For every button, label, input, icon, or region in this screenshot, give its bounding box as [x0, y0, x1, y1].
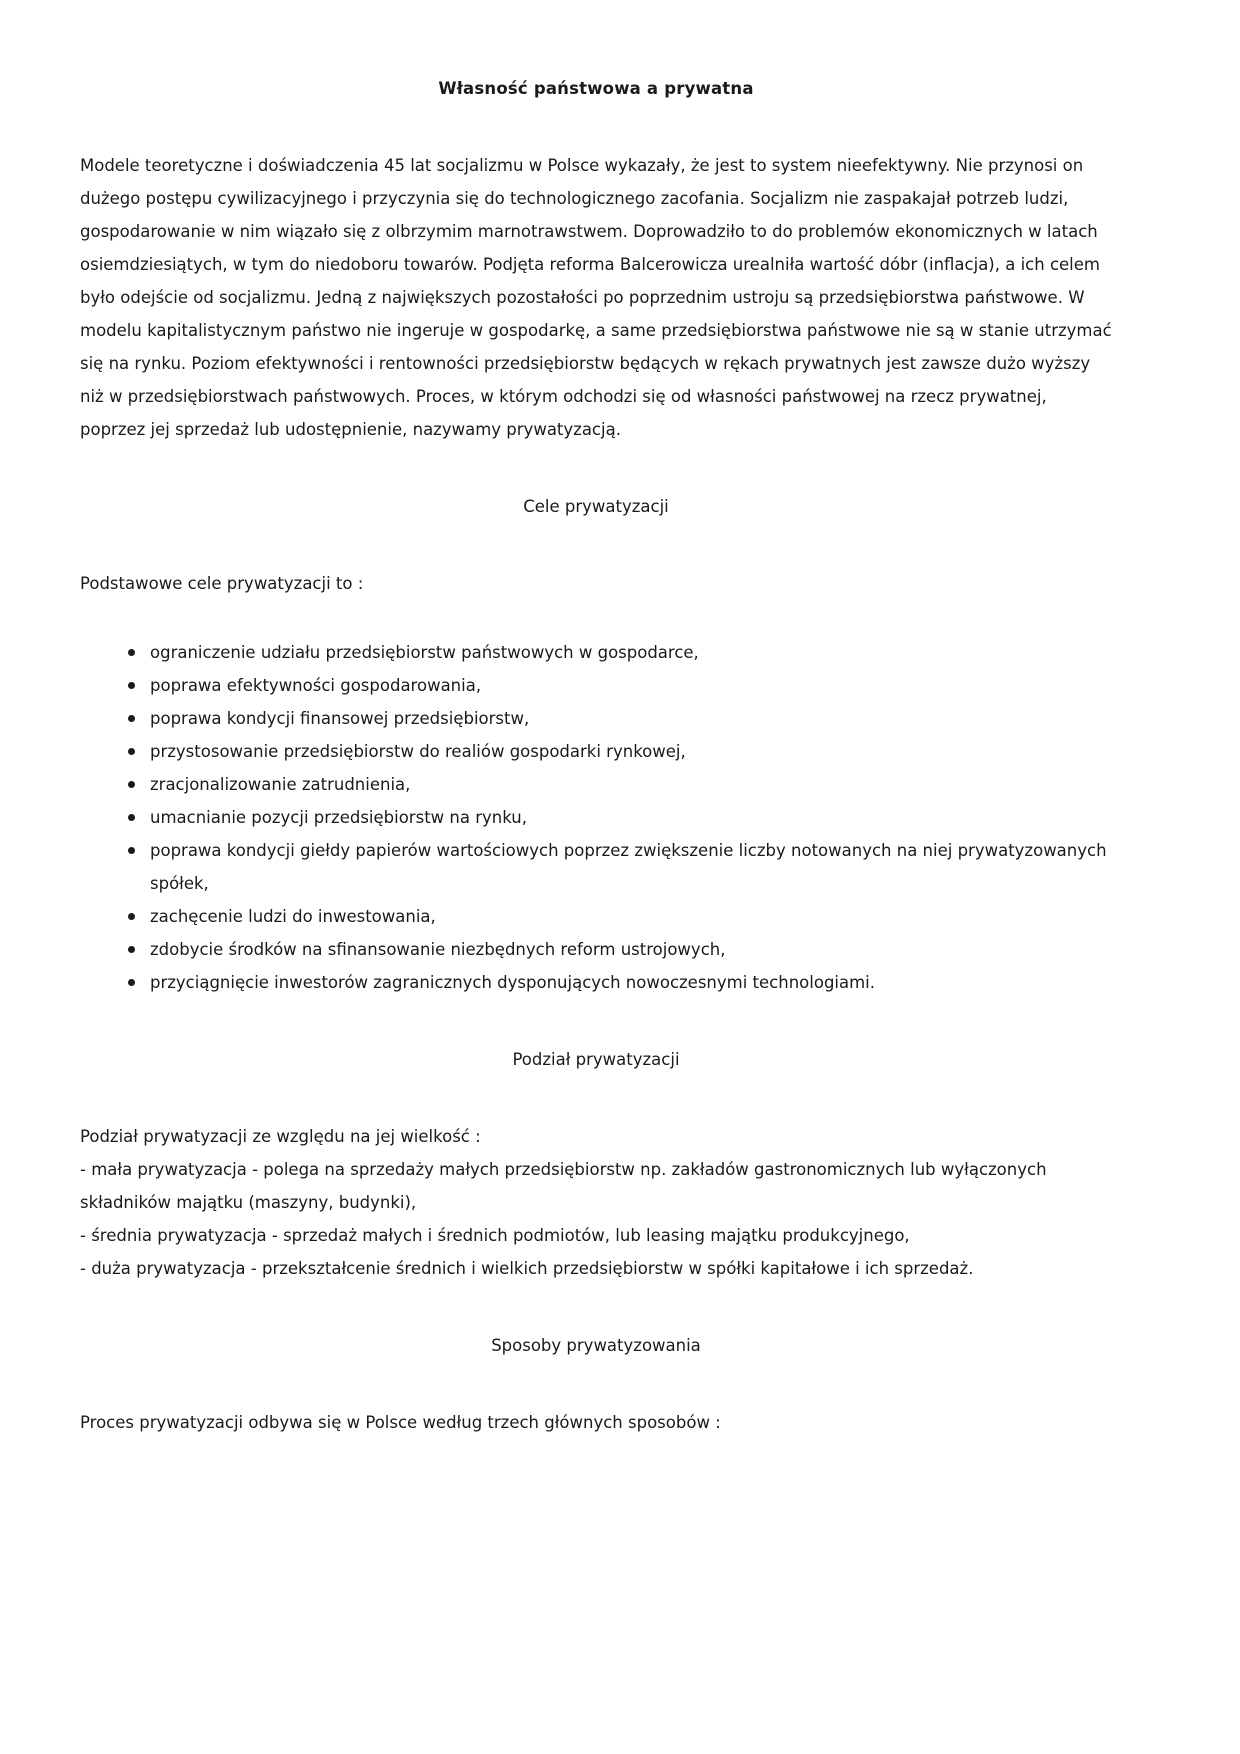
- document-title: Własność państwowa a prywatna: [438, 79, 754, 98]
- section-heading-sposoby: Sposoby prywatyzowania: [491, 1336, 701, 1355]
- podzial-line: - średnia prywatyzacja - sprzedaż małych i średnich podmiotów, lub leasing majątku produkcyjnego,: [80, 1226, 910, 1245]
- section-heading-podzial: Podział prywatyzacji: [512, 1050, 680, 1069]
- list-item: przyciągnięcie inwestorów zagranicznych dysponujących nowoczesnymi technologiami.: [128, 966, 1112, 999]
- list-item: przystosowanie przedsiębiorstw do realiów gospodarki rynkowej,: [128, 735, 1112, 768]
- list-item: poprawa efektywności gospodarowania,: [128, 669, 1112, 702]
- list-item: poprawa kondycji giełdy papierów wartościowych poprzez zwiększenie liczby notowanych na niej prywatyzowanych spółek,: [128, 834, 1112, 900]
- list-item: ograniczenie udziału przedsiębiorstw państwowych w gospodarce,: [128, 636, 1112, 669]
- list-item: zracjonalizowanie zatrudnienia,: [128, 768, 1112, 801]
- podzial-line: Podział prywatyzacji ze względu na jej wielkość :: [80, 1127, 481, 1146]
- cele-bullet-list: [80, 636, 1112, 999]
- intro-paragraph: Modele teoretyczne i doświadczenia 45 lat socjalizmu w Polsce wykazały, że jest to system nieefektywny. Nie przynosi on dużego postępu cywilizacyjnego i przyczynia się do technologicznego zacofania. Socjalizm nie zaspakajał potrzeb ludzi, gospodarowanie w nim wiązało się z olbrzymim marnotrawstwem. Doprowadziło to do problemów ekonomicznych w latach osiemdziesiątych, w tym do niedoboru towarów. Podjęta reforma Balcerowicza urealniła wartość dóbr (inflacja), a ich celem było odejście od socjalizmu. Jedną z największych pozostałości po poprzednim ustroju są przedsiębiorstwa państwowe. W modelu kapitalistycznym państwo nie ingeruje w gospodarkę, a same przedsiębiorstwa państwowe nie są w stanie utrzymać się na rynku. Poziom efektywności i rentowności przedsiębiorstw będących w rękach prywatnych jest zawsze dużo wyższy niż w przedsiębiorstwach państwowych. Proces, w którym odchodzi się od własności państwowej na rzecz prywatnej, poprzez jej sprzedaż lub udostępnienie, nazywamy prywatyzacją.: [80, 156, 1112, 439]
- list-item: poprawa kondycji finansowej przedsiębiorstw,: [128, 702, 1112, 735]
- cele-lead-text: Podstawowe cele prywatyzacji to :: [80, 574, 364, 593]
- list-item: umacnianie pozycji przedsiębiorstw na rynku,: [128, 801, 1112, 834]
- podzial-line: - mała prywatyzacja - polega na sprzedaży małych przedsiębiorstw np. zakładów gastronomicznych lub wyłączonych składników majątku (maszyny, budynki),: [80, 1160, 1047, 1212]
- list-item: zdobycie środków na sfinansowanie niezbędnych reform ustrojowych,: [128, 933, 1112, 966]
- section-heading-cele: Cele prywatyzacji: [523, 497, 669, 516]
- podzial-line: - duża prywatyzacja - przekształcenie średnich i wielkich przedsiębiorstw w spółki kapitałowe i ich sprzedaż.: [80, 1259, 974, 1278]
- sposoby-lead-text: Proces prywatyzacji odbywa się w Polsce według trzech głównych sposobów :: [80, 1413, 721, 1432]
- podzial-paragraph: [80, 1120, 1112, 1285]
- list-item: zachęcenie ludzi do inwestowania,: [128, 900, 1112, 933]
